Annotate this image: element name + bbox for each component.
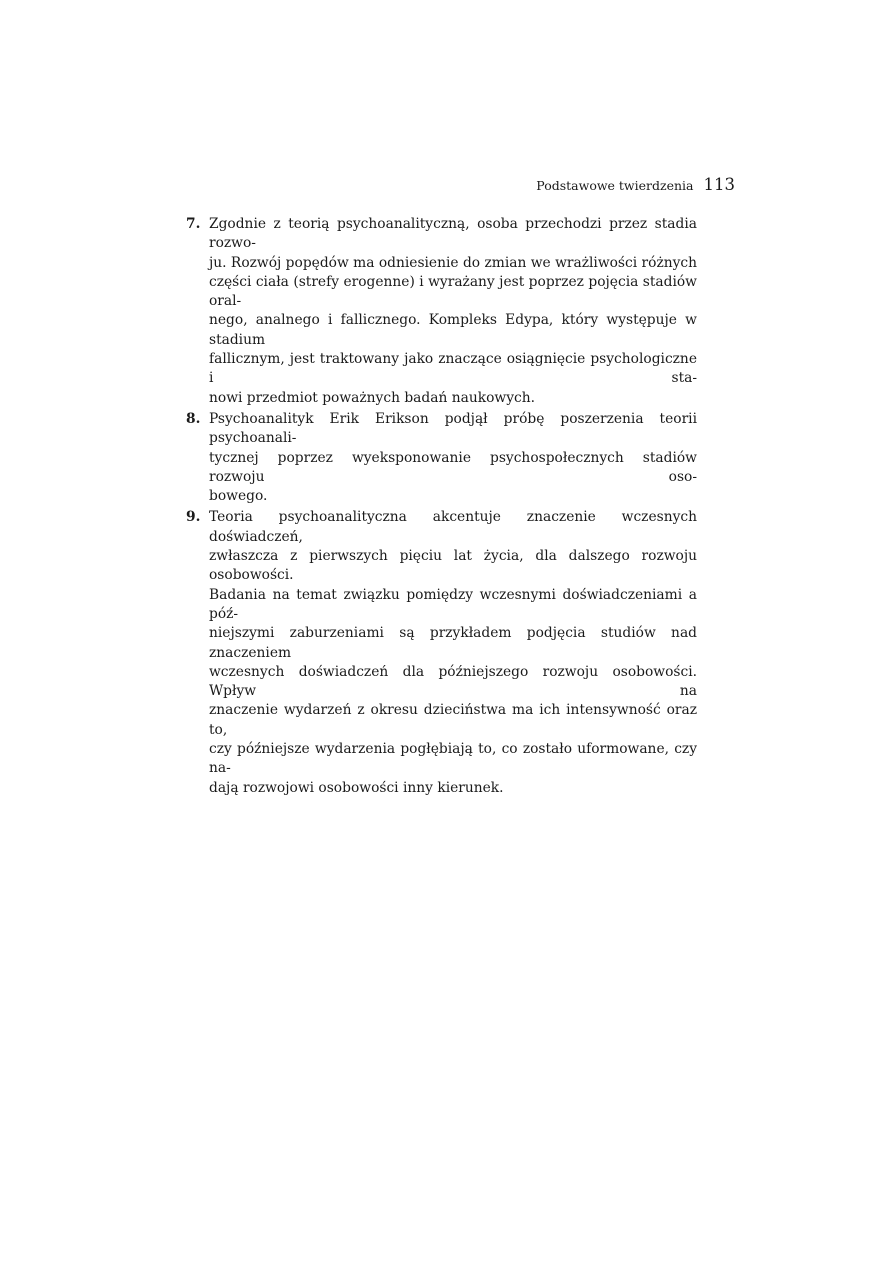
summary-list	[186, 215, 697, 800]
item-text	[209, 508, 697, 797]
text-line: Badania na temat związku pomiędzy wczesnymi doświadczeniami a póź-	[209, 586, 697, 622]
text-line: fallicznym, jest traktowany jako znaczące osiągnięcie psychologiczne i sta-	[209, 351, 697, 387]
text-line: Zgodnie z teorią psychoanalityczną, osoba przechodzi przez stadia rozwo-	[209, 216, 697, 252]
item-number: 7.	[186, 216, 201, 232]
item-text	[209, 215, 697, 408]
text-line: części ciała (strefy erogenne) i wyrażany jest poprzez pojęcia stadiów oral-	[209, 273, 697, 310]
item-number: 8.	[186, 410, 201, 427]
text-line: niejszymi zaburzeniami są przykładem podjęcia studiów nad znaczeniem	[209, 625, 697, 661]
item-text	[209, 410, 697, 506]
text-line: tycznej poprzez wyeksponowanie psychospołecznych stadiów rozwoju oso-	[209, 449, 697, 485]
item-number: 9.	[186, 509, 201, 526]
text-line: Psychoanalityk Erik Erikson podjął próbę poszerzenia teorii psychoanali-	[209, 410, 697, 447]
text-line: nego, analnego i fallicznego. Kompleks Edypa, który występuje w stadium	[209, 312, 697, 348]
text-line: zwłaszcza z pierwszych pięciu lat życia, dla dalszego rozwoju osobowości.	[209, 548, 697, 584]
page-header	[536, 175, 735, 194]
text-line: ju. Rozwój popędów ma odniesienie do zmian we wrażliwości różnych	[209, 254, 698, 271]
text-line: znaczenie wydarzeń z okresu dzieciństwa ma ich intensywność oraz to,	[209, 702, 697, 738]
list-item-7	[186, 215, 697, 408]
text-line: nowi przedmiot poważnych badań naukowych.	[209, 389, 535, 406]
text-line: wczesnych doświadczeń dla późniejszego rozwoju osobowości. Wpływ na	[209, 663, 697, 700]
text-line: dają rozwojowi osobowości inny kierunek.	[209, 779, 504, 796]
text-line: czy późniejsze wydarzenia pogłębiają to, co zostało uformowane, czy na-	[209, 741, 697, 777]
running-title: Podstawowe twierdzenia	[536, 178, 694, 193]
list-item-9	[186, 508, 697, 797]
text-line: Teoria psychoanalityczna akcentuje znaczenie wczesnych doświadczeń,	[209, 509, 697, 545]
page-number: 113	[703, 175, 735, 194]
list-item-8	[186, 410, 697, 506]
text-line: bowego.	[209, 488, 268, 505]
